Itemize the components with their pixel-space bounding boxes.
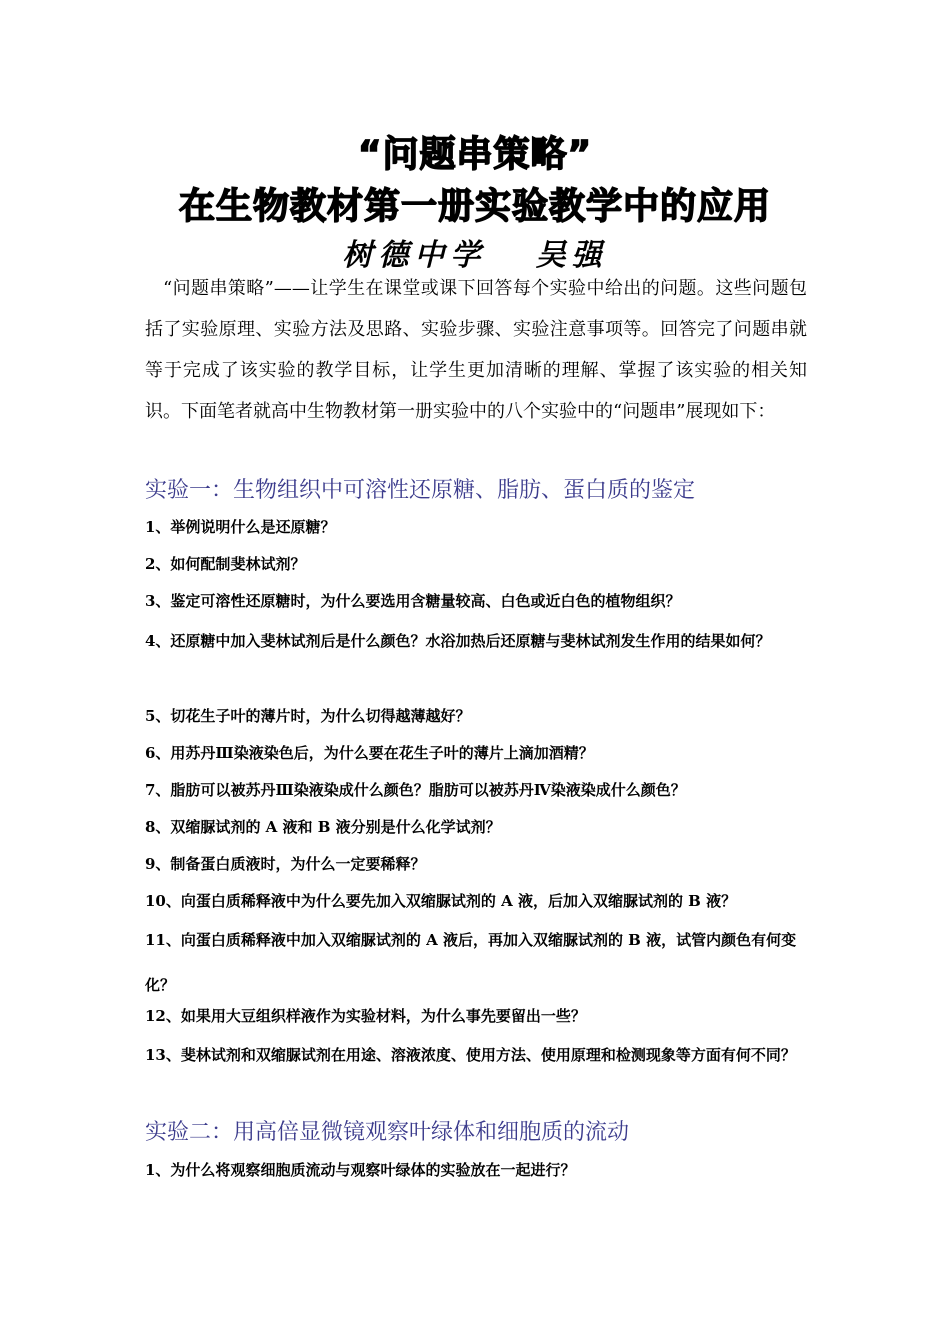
experiment-2-question-1: 1、为什么将观察细胞质流动与观察叶绿体的实验放在一起进行？ [145, 1161, 576, 1179]
experiment-1-question-9: 9、制备蛋白质液时，为什么一定要稀释？ [145, 855, 426, 873]
author-line: 树德中学 吴强 [342, 238, 608, 273]
experiment-1-question-10: 10、向蛋白质稀释液中为什么要先加入双缩脲试剂的 A 液，后加入双缩脲试剂的 B 液？ [145, 892, 737, 910]
experiment-1-question-5: 5、切花生子叶的薄片时，为什么切得越薄越好？ [145, 707, 471, 725]
experiment-1-question-13: 13、斐林试剂和双缩脲试剂在用途、溶液浓度、使用方法、使用原理和检测现象等方面有何不同？ [145, 1046, 796, 1064]
experiment-1-question-3: 3、鉴定可溶性还原糖时，为什么要选用含糖量较高、白色或近白色的植物组织？ [145, 592, 681, 610]
experiment-2-heading: 实验二：用高倍显微镜观察叶绿体和细胞质的流动 [145, 1120, 630, 1145]
experiment-1-heading: 实验一：生物组织中可溶性还原糖、脂肪、蛋白质的鉴定 [145, 478, 696, 503]
experiment-1-question-6: 6、用苏丹Ⅲ染液染色后，为什么要在花生子叶的薄片上滴加酒精？ [145, 744, 594, 762]
experiment-1-question-2: 2、如何配制斐林试剂？ [145, 555, 306, 573]
document-title-line2: 在生物教材第一册实验教学中的应用 [178, 186, 771, 227]
experiment-1-question-1: 1、举例说明什么是还原糖？ [145, 518, 336, 536]
document-title-line1: “问题串策略” [357, 134, 593, 175]
experiment-1-question-12: 12、如果用大豆组织样液作为实验材料，为什么事先要留出一些？ [145, 1007, 586, 1025]
intro-paragraph: “问题串策略”——让学生在课堂或课下回答每个实验中给出的问题。这些问题包括了实验原理、实验方法及思路、实验步骤、实验注意事项等。回答完了问题串就等于完成了该实验的教学目标，让学生更加清晰的理解、掌握了该实验的相关知识。下面笔者就高中生物教材第一册实验中的八个实验中的“问题串”展现如下： [145, 278, 807, 422]
experiment-1-question-8: 8、双缩脲试剂的 A 液和 B 液分别是什么化学试剂？ [145, 818, 501, 836]
experiment-1-question-11: 11、向蛋白质稀释液中加入双缩脲试剂的 A 液后，再加入双缩脲试剂的 B 液，试管内颜色有何变化？ [145, 931, 797, 994]
experiment-1-question-4: 4、还原糖中加入斐林试剂后是什么颜色？水浴加热后还原糖与斐林试剂发生作用的结果如何？ [145, 632, 771, 650]
experiment-1-question-7: 7、脂肪可以被苏丹Ⅲ染液染成什么颜色？脂肪可以被苏丹Ⅳ染液染成什么颜色？ [145, 781, 686, 799]
